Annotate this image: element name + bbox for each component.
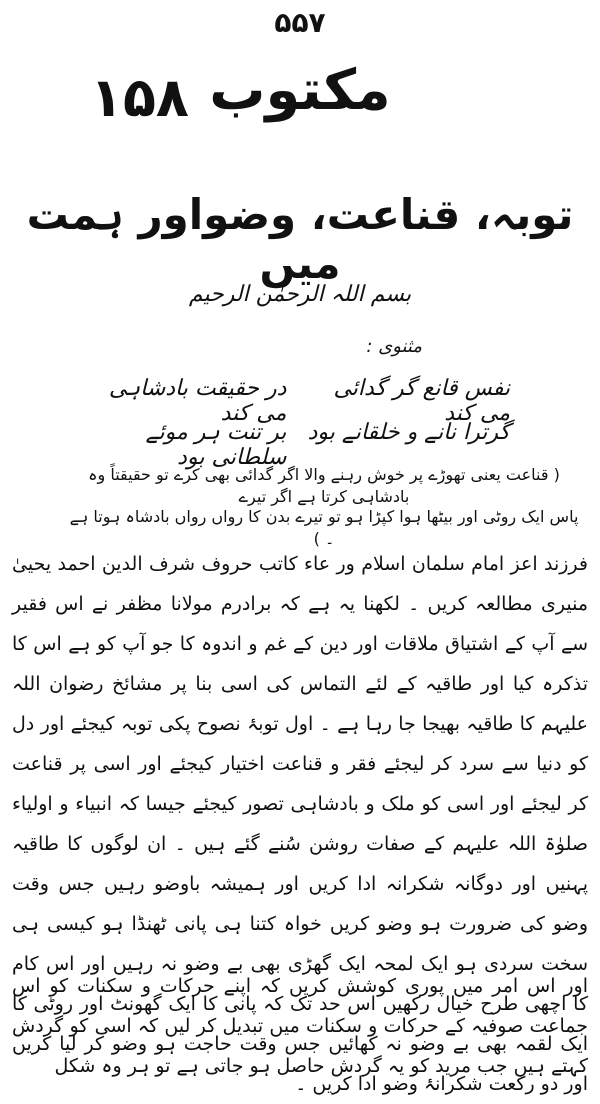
- subject-title: توبہ، قناعت، وضواور ہمت میں: [26, 190, 574, 288]
- letter-number: ۱۵۸: [90, 66, 189, 129]
- poem-label: مثنوی :: [366, 336, 422, 357]
- basmala: بسم اللہ الرحمٰن الرحیم: [188, 282, 412, 307]
- couplet-second-hemistich: در حقیقت بادشاہی می کند: [108, 376, 287, 426]
- body-paragraph: اور اس امر میں پوری کوشش کریں کہ اپنے حرکات و سکنات کو اس جماعت صوفیہ کے حرکات و سکنات میں تبدیل کر لیں کہ اسی کو گردش کہتے ہیں جب مرید کو یہ گردش حاصل ہو جاتی ہے تو ہر وہ شکل: [12, 975, 588, 1077]
- couplet-second-hemistich: بر تنت ہر موئے سلطانی بود: [145, 420, 287, 470]
- couplet: [80, 420, 510, 470]
- couplet-first-hemistich: نفس قانع گر گدائی می کند: [333, 376, 510, 426]
- couplet-translation-line: ( قناعت یعنی تھوڑے پر خوش رہنے والا اگر گدائی بھی کرے تو حقیقتاً وہ بادشاہی کرتا ہے اگر تیرے: [88, 465, 560, 506]
- couplet-first-hemistich: گرترا نانے و خلقانے بود: [307, 420, 510, 445]
- couplet-translation-line: پاس ایک روٹی اور بیٹھا ہوا کپڑا ہو تو تیرے بدن کا رواں رواں بادشاہ ہوتا ہے ۔ ): [69, 507, 579, 548]
- couplet: [80, 376, 510, 426]
- body-paragraph: فرزند اعز امام سلمان اسلام ور عاء کاتب حروف شرف الدین احمد یحییٰ منیری مطالعہ کریں ۔ لکھنا یہ ہے کہ برادرم مولانا مظفر نے اس فقیر سے آپ کے اشتیاق ملاقات اور دین کے غم و اندوہ کا جو آپ کو ہے اس کا تذکرہ کیا اور طاقیہ کے لئے التماس کی اسی بنا پر مشائخ رضوان اللہ علیہم کا طاقیہ بھیجا جا رہا ہے ۔ اول توبۂ نصوح پکی توبہ کیجئے اور دل کو دنیا سے سرد کر لیجئے فقر و قناعت اختیار کیجئے اور اسی پر قناعت کر لیجئے اور اسی کو ملک و بادشاہی تصور کیجئے جیسا کہ انبیاء و اولیاء صلوٰۃ اللہ علیہم کے صفات روشن سُنے گئے ہیں ۔ ان لوگوں کا طاقیہ پہنیں اور دوگانہ شکرانہ ادا کریں اور ہمیشہ باوضو رہیں جس وقت وضو کی ضرورت ہو وضو کریں خواہ کتنا ہی پانی ٹھنڈا ہو کیسی ہی سخت سردی ہو ایک لمحہ ایک گھڑی بھی بے وضو نہ رہیں اور اس کام کا اچھی طرح خیال رکھیں اس حد تک کہ پانی کا ایک گھونٹ اور روٹی کا ایک لقمہ بھی بے وضو نہ کھائیں جس وقت حاجت ہو وضو کر لیا کریں اور دو رکعت شکرانۂ وضو ادا کریں ۔: [12, 553, 588, 1095]
- page-number: ۵۵۷: [274, 6, 326, 39]
- letter-title: مکتوب: [209, 58, 391, 123]
